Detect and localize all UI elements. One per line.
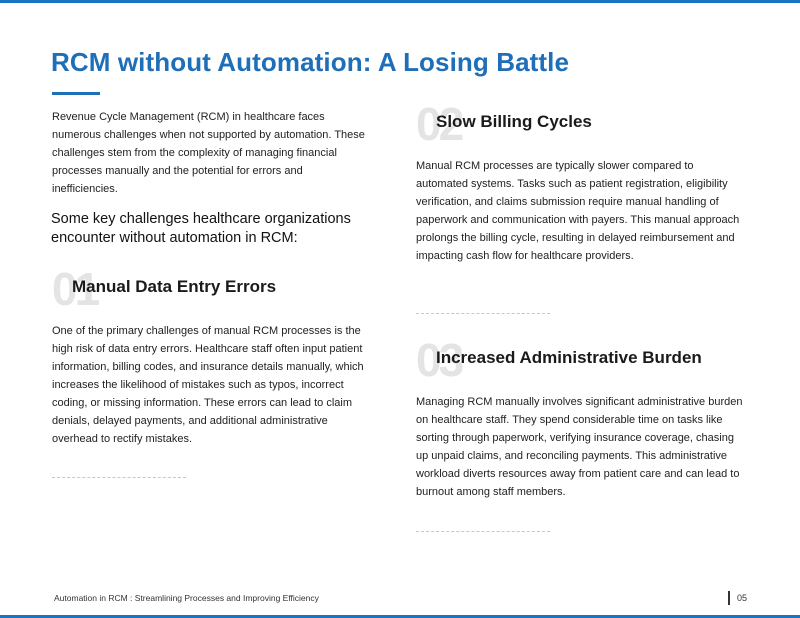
section-divider — [416, 313, 550, 314]
footer-separator — [728, 591, 730, 605]
page-title: RCM without Automation: A Losing Battle — [51, 47, 570, 77]
top-accent-bar — [0, 0, 800, 3]
section-heading: Slow Billing Cycles — [436, 112, 592, 131]
section-number: 03 — [416, 334, 462, 386]
title-underline — [52, 92, 100, 95]
challenges-subheading: Some key challenges healthcare organizations encounter without automation in RCM: — [51, 211, 351, 246]
section-heading: Increased Administrative Burden — [436, 348, 702, 367]
section-divider — [52, 477, 186, 478]
section-body: Manual RCM processes are typically slower compared to automated systems. Tasks such as patient registration, eligibility verification, and claims submission require manual handling of paperwork and communication with payers. This manual approach prolongs the billing cycle, resulting in delayed reimbursement and impacting cash flow for healthcare providers. — [416, 160, 740, 262]
footer-document-title: Automation in RCM : Streamlining Processes and Improving Efficiency — [54, 593, 319, 603]
section-number: 01 — [52, 263, 98, 315]
section-heading: Manual Data Entry Errors — [72, 277, 277, 296]
section-body: Managing RCM manually involves significant administrative burden on healthcare staff. They spend considerable time on tasks like sorting through paperwork, verifying insurance coverage, chasing up unpaid claims, and reconciling payments. This administrative workload diverts resources away from patient care and can lead to burnout among staff members. — [416, 396, 743, 498]
section-number: 02 — [416, 98, 462, 150]
intro-paragraph: Revenue Cycle Management (RCM) in healthcare faces numerous challenges when not supported by automation. These challenges stem from the complexity of managing financial processes manually and the potential for errors and inefficiencies. — [52, 111, 365, 195]
section-divider — [416, 531, 550, 532]
section-body: One of the primary challenges of manual RCM processes is the high risk of data entry errors. Healthcare staff often input patient information, billing codes, and insurance details manually, which increases the likelihood of mistakes such as typos, incorrect coding, or missing information. These errors can lead to claim denials, delayed payments, and additional administrative overhead to rectify mistakes. — [52, 325, 364, 445]
page-number: 05 — [737, 593, 748, 603]
